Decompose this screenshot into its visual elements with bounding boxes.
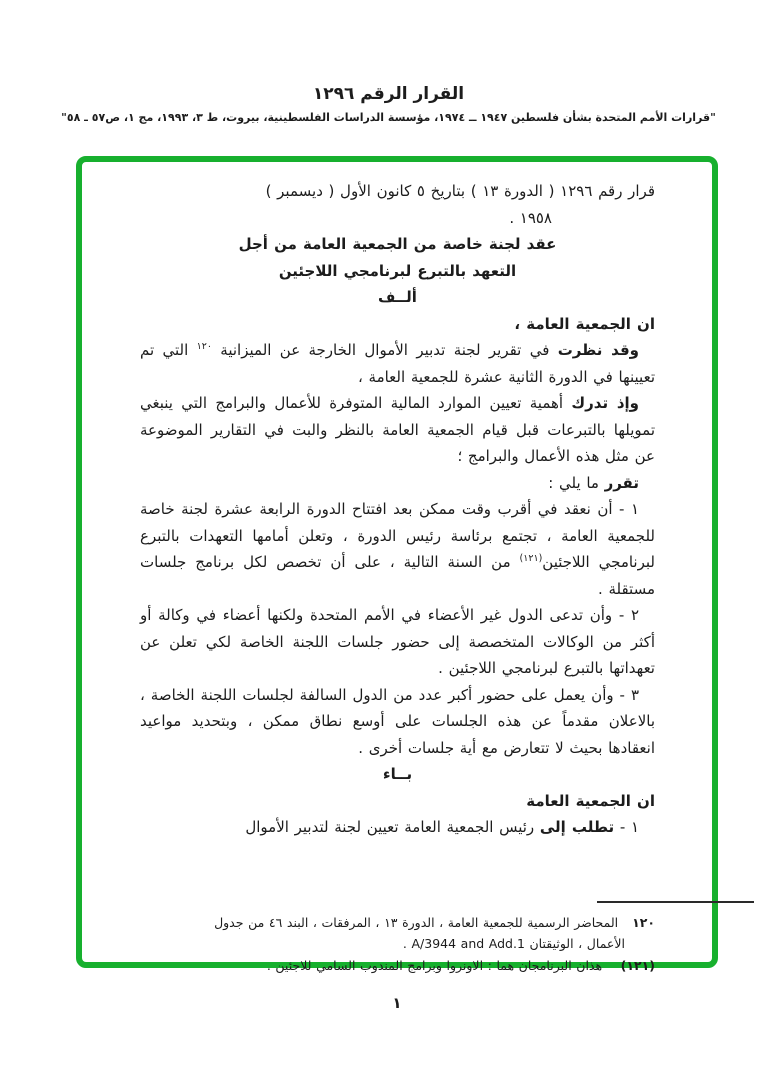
operative-item-b1-text: رئيس الجمعية العامة تعيين لجنة لتدبير الأموال (245, 818, 540, 836)
opening-clause-b: ان الجمعية العامة (526, 791, 655, 810)
paragraph-decides-text: ما يلي : (548, 473, 605, 492)
source-citation: "قرارات الأمم المتحدة بشأن فلسطين ١٩٤٧ ــ ١٩٧٤، مؤسسة الدراسات الفلسطينية، بيروت، ط ٣، ١٩٩٣، مج ١، ص٥٧ ـ ٥٨" (61, 111, 716, 124)
paragraph-recognizing-lead: وإذ تدرك (571, 394, 639, 412)
operative-item-1-text: ١ - أن نعقد في أقرب وقت ممكن بعد افتتاح الدورة الرابعة عشرة لجنة خاصة للجمعية العامة ، تجتمع برئاسة رئيس الدورة ، وتعلن أمامها التعهدات بالتبرع لبرنامجي اللاجئين (140, 500, 655, 571)
paragraph-decides (140, 470, 655, 497)
page-number: ١ (392, 994, 402, 1012)
page-title: القرار الرقم ١٢٩٦ (312, 84, 465, 104)
paragraph-considered (140, 337, 655, 390)
footnote-ref-121: (١٢١) (519, 553, 543, 564)
operative-item-b1 (140, 814, 655, 841)
footnote-ref-120: ١٢٠ (196, 341, 212, 352)
paragraph-considered-lead: وقد نظرت (557, 341, 639, 359)
operative-item-3: ٣ - وأن يعمل على حضور أكبر عدد من الدول السالفة لجلسات اللجنة الخاصة ، بالاعلان مقدماً عن هذه الجلسات على أوسع نطاق ممكن ، وبتحديد مواعيد انعقادها بحيث لا تتعارض مع أية جلسات أخرى . (140, 685, 655, 757)
document-header (0, 84, 777, 124)
paragraph-considered-text: في تقرير لجنة تدبير الأموال الخارجة عن الميزانية (211, 341, 558, 359)
footnote-121 (140, 955, 655, 977)
resolution-body (82, 162, 712, 841)
footnote-121-text: هذان البرنامجان هما : الاونروا وبرامج المندوب السامي للاجئين . (266, 957, 607, 973)
section-b-label: بــاء (382, 765, 413, 783)
opening-clause-a: ان الجمعية العامة ، (514, 314, 655, 333)
operative-item-1 (140, 496, 655, 602)
resolution-heading-line1: قرار رقم ١٢٩٦ ( الدورة ١٣ ) بتاريخ ٥ كانون الأول ( ديسمبر ) (265, 182, 655, 200)
footnote-120 (140, 912, 655, 955)
footnote-120-line1: المحاضر الرسمية للجمعية العامة ، الدورة ١٣ ، المرفقات ، البند ٤٦ من جدول (214, 914, 619, 930)
resolution-subject-line1: عقد لجنة خاصة من الجمعية العامة من أجل (238, 235, 557, 253)
paragraph-decides-lead: تقرر (604, 473, 639, 492)
footnote-120-marker: ١٢٠ (632, 914, 655, 930)
green-border-frame (76, 156, 718, 973)
operative-item-1-text2: من السنة التالية ، على أن تخصص لكل برنامج جلسات مستقلة . (140, 553, 655, 598)
footnote-120-line2: الأعمال ، الوثيقتان A/3944 and Add.1 . (402, 936, 625, 951)
resolution-subject-line2: التعهد بالتبرع لبرنامجي اللاجئين (278, 261, 517, 280)
paragraph-considered-text2: التي تم تعيينها في الدورة الثانية عشرة للجمعية العامة ، (140, 341, 655, 386)
footnote-121-marker: (١٢١) (620, 957, 655, 973)
footnote-separator (597, 901, 754, 903)
resolution-heading (140, 178, 655, 231)
section-a-label: ألــف (378, 288, 417, 306)
paragraph-recognizing (140, 390, 655, 470)
paragraph-recognizing-text: أهمية تعيين الموارد المالية المتوفرة للأعمال والبرامج التي ينبغي تمويلها بالتبرعات قبل قيام الجمعية العامة بالنظر والبت في التقارير الموضوعة عن مثل هذه الأعمال والبرامج ؛ (140, 394, 655, 465)
operative-item-2: ٢ - وأن تدعى الدول غير الأعضاء في الأمم المتحدة ولكنها أعضاء في وكالة أو أكثر من الوكالات المتخصصة إلى حضور جلسات اللجنة الخاصة لكي تعلن عن تعهداتها بالتبرع لبرنامجي اللاجئين . (140, 606, 655, 677)
resolution-heading-year: ١٩٥٨ . (509, 208, 552, 227)
footnotes-block (82, 912, 712, 977)
operative-item-b1-number: ١ - (614, 818, 639, 836)
operative-item-b1-lead: تطلب إلى (539, 818, 615, 836)
